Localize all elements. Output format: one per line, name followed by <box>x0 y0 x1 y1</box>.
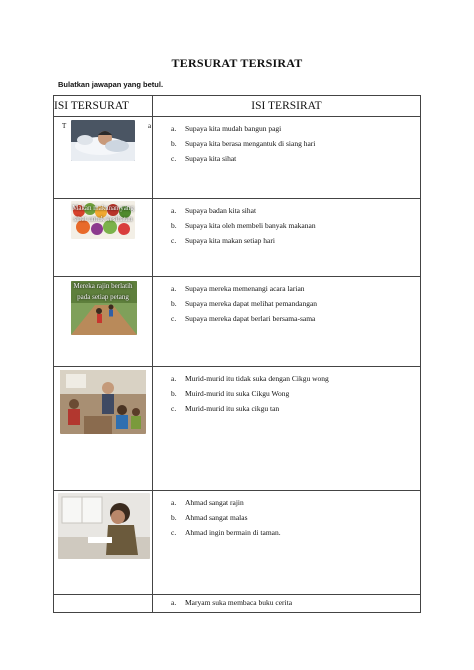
worksheet-title: TERSURAT TERSIRAT <box>171 56 303 70</box>
header-isi-tersirat: ISI TERSIRAT <box>153 96 421 117</box>
caption-fragment: a <box>148 122 152 130</box>
table-row <box>54 277 421 367</box>
header-row <box>54 96 421 117</box>
option-b[interactable]: b. Supaya kita berasa mengantuk di siang hari <box>171 139 316 148</box>
option-a[interactable]: a. Supaya badan kita sihat <box>171 206 257 215</box>
option-a[interactable]: a. Maryam suka membaca buku cerita <box>171 598 293 607</box>
option-b[interactable]: b. Supaya kita oleh membeli banyak makanan <box>171 221 316 230</box>
picture-cell <box>54 595 153 613</box>
table-row <box>54 491 421 595</box>
option-c[interactable]: c. Supaya kita makan setiap hari <box>171 236 275 245</box>
answer-options <box>153 367 420 416</box>
table-row <box>54 595 421 613</box>
options-cell <box>153 199 421 277</box>
header-isi-tersurat: ISI TERSURAT <box>54 96 153 117</box>
table-row <box>54 199 421 277</box>
option-c[interactable]: c. Murid-murid itu suka cikgu tan <box>171 404 280 413</box>
options-cell <box>153 595 421 613</box>
picture-cell <box>54 117 153 199</box>
answer-options <box>153 277 420 326</box>
classroom-icon <box>60 370 146 434</box>
answer-options <box>153 117 420 166</box>
option-a[interactable]: a. Ahmad sangat rajin <box>171 498 244 507</box>
sleeping-child-icon <box>71 120 135 161</box>
picture-cell <box>54 491 153 595</box>
option-c[interactable]: c. Supaya kita sihat <box>171 154 237 163</box>
instruction-text: Bulatkan jawapan yang betul. <box>58 80 164 89</box>
caption-line: Makan makanan yang <box>72 204 134 212</box>
caption-line: Mereka rajin berlatih <box>73 282 133 290</box>
boy-studying-icon <box>58 493 150 559</box>
answer-options <box>153 595 420 610</box>
caption-line: pada setiap petang <box>77 293 129 301</box>
picture-cell <box>54 277 153 367</box>
caption-line: sihat untuk kesihatan <box>73 215 133 223</box>
answer-options <box>153 491 420 540</box>
option-b[interactable]: b. Supaya mereka dapat melihat pemandangan <box>171 299 318 308</box>
option-a[interactable]: a. Supaya mereka memenangi acara larian <box>171 284 305 293</box>
picture-cell <box>54 199 153 277</box>
picture-cell <box>54 367 153 491</box>
table-row <box>54 367 421 491</box>
answer-options <box>153 199 420 248</box>
option-c[interactable]: c. Ahmad ingin bermain di taman. <box>171 528 281 537</box>
worksheet-table <box>53 95 421 613</box>
table-row <box>54 117 421 199</box>
options-cell <box>153 117 421 199</box>
options-cell <box>153 277 421 367</box>
option-b[interactable]: b. Ahmad sangat malas <box>171 513 248 522</box>
options-cell <box>153 367 421 491</box>
option-a[interactable]: a. Murid-murid itu tidak suka dengan Cikgu wong <box>171 374 329 383</box>
options-cell <box>153 491 421 595</box>
option-b[interactable]: b. Muird-murid itu suka Cikgu Wong <box>171 389 290 398</box>
caption-fragment: T <box>62 122 67 130</box>
option-c[interactable]: c. Supaya mereka dapat berlari bersama-sama <box>171 314 316 323</box>
option-a[interactable]: a. Supaya kita mudah bangun pagi <box>171 124 282 133</box>
